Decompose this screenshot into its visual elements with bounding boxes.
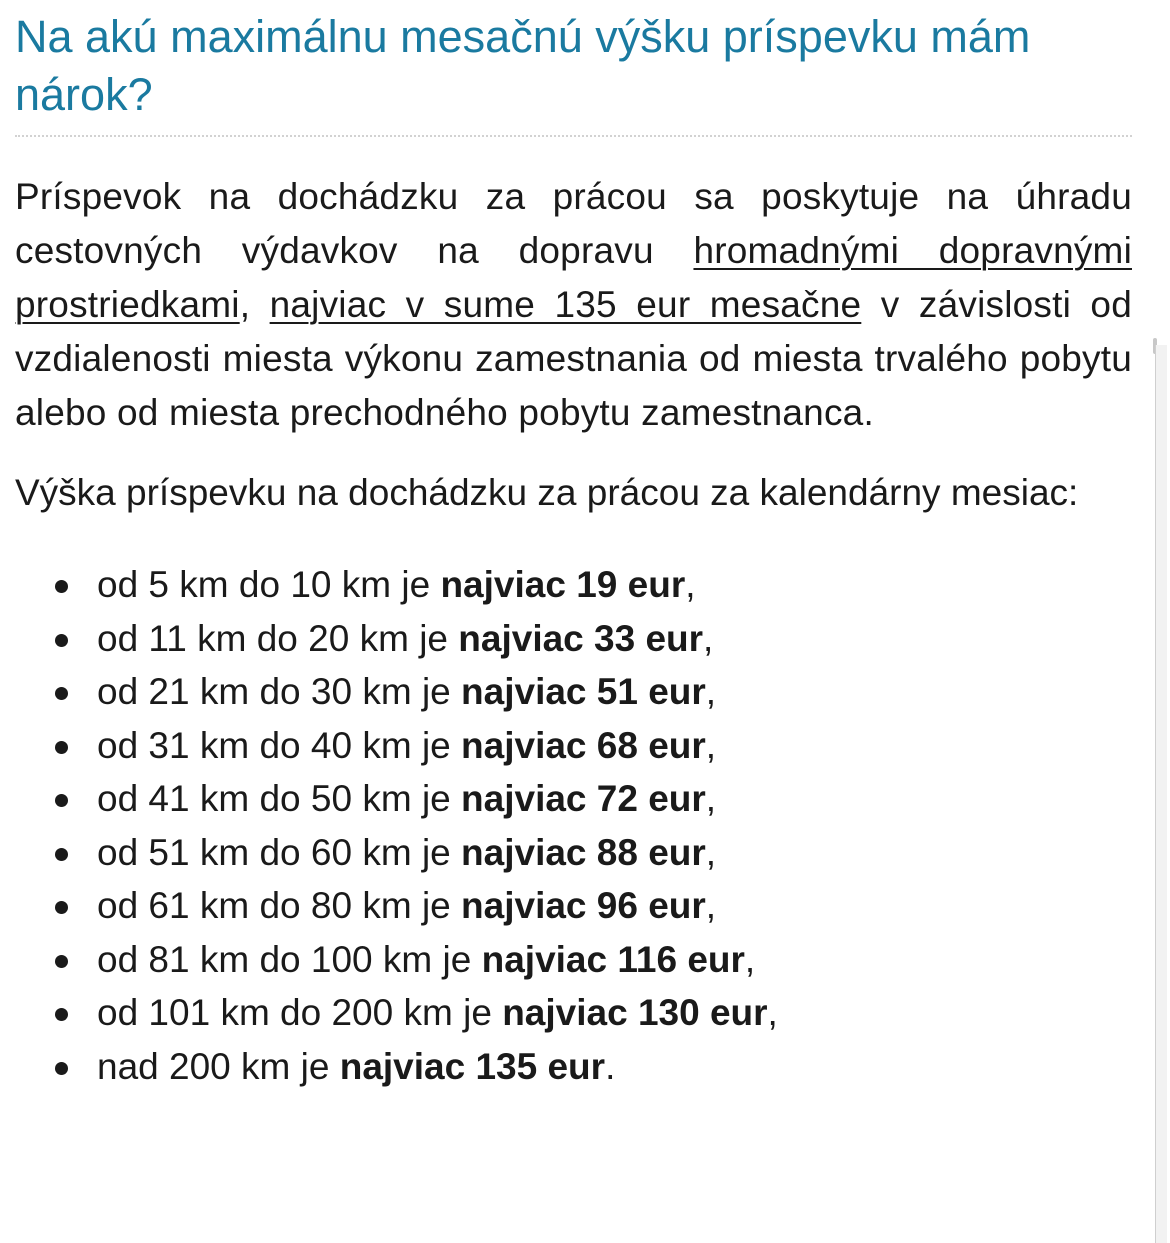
list-item: [15, 986, 1132, 1040]
max-amount: najviac 72 eur: [461, 778, 706, 819]
distance-range: nad 200 km je: [97, 1045, 340, 1087]
distance-range: od 51 km do 60 km je: [97, 831, 462, 873]
list-item: [15, 719, 1132, 773]
item-punctuation: ,: [744, 938, 756, 980]
list-item: [15, 933, 1132, 987]
intro-text-2: ,: [239, 284, 270, 325]
intro-text-1: Príspevok na dochádzku za prácou sa poskytuje na úhradu cestovných výdavkov na dopravu: [15, 176, 1132, 271]
max-amount: najviac 130 eur: [502, 992, 768, 1033]
article-content: [15, 0, 1132, 1093]
bullet-icon: [55, 794, 68, 807]
bullet-icon: [55, 1008, 68, 1021]
item-punctuation: ,: [705, 671, 717, 712]
item-punctuation: .: [605, 1045, 616, 1087]
item-punctuation: ,: [705, 831, 717, 873]
distance-range: od 61 km do 80 km je: [97, 885, 462, 926]
list-item: [15, 879, 1132, 933]
distance-range: od 101 km do 200 km je: [97, 992, 503, 1033]
page-title: Na akú maximálnu mesačnú výšku príspevku mám nárok?: [15, 11, 1031, 120]
distance-range: od 31 km do 40 km je: [97, 724, 462, 766]
distance-range: od 21 km do 30 km je: [97, 671, 462, 712]
list-item: [15, 826, 1132, 880]
item-punctuation: ,: [705, 778, 717, 819]
list-item: [15, 772, 1132, 826]
bullet-icon: [55, 580, 68, 593]
bullet-icon: [55, 901, 68, 914]
max-amount: najviac 96 eur: [461, 885, 706, 926]
list-item: [15, 558, 1132, 612]
max-amount: najviac 135 eur: [339, 1045, 606, 1087]
scrollbar-track[interactable]: [1155, 345, 1167, 1243]
link-max-amount[interactable]: najviac v sume 135 eur mesačne: [269, 284, 862, 325]
amounts-list: [15, 558, 1132, 1093]
distance-range: od 81 km do 100 km je: [97, 938, 482, 980]
bullet-icon: [55, 687, 68, 700]
max-amount: najviac 33 eur: [458, 617, 704, 659]
max-amount: najviac 51 eur: [461, 671, 706, 712]
list-item: [15, 665, 1132, 719]
item-punctuation: ,: [767, 992, 778, 1033]
distance-range: od 11 km do 20 km je: [97, 617, 459, 659]
max-amount: najviac 88 eur: [461, 831, 706, 873]
bullet-icon: [55, 634, 68, 647]
bullet-icon: [55, 955, 68, 968]
distance-range: od 41 km do 50 km je: [97, 778, 462, 819]
item-punctuation: ,: [705, 724, 717, 766]
distance-range: od 5 km do 10 km je: [97, 564, 441, 605]
bullet-icon: [55, 741, 68, 754]
link-public-transport[interactable]: hromadnými dopravnými prostriedkami: [15, 230, 1132, 325]
item-punctuation: ,: [685, 564, 696, 605]
title-divider: [15, 135, 1132, 137]
intro-text-3: v závislosti od vzdialenosti miesta výkonu zamestnania od miesta trvalého pobytu alebo od miesta prechodného pobytu zamestnanca.: [15, 284, 1132, 433]
bullet-icon: [55, 1062, 68, 1075]
list-item: [15, 1040, 1132, 1094]
amounts-subheading: Výška príspevku na dochádzku za prácou za kalendárny mesiac:: [15, 472, 1079, 513]
item-punctuation: ,: [705, 885, 717, 926]
bullet-icon: [55, 848, 68, 861]
list-item: [15, 612, 1132, 666]
max-amount: najviac 68 eur: [461, 724, 706, 766]
max-amount: najviac 116 eur: [481, 938, 745, 980]
max-amount: najviac 19 eur: [440, 564, 686, 605]
item-punctuation: ,: [703, 617, 714, 659]
intro-paragraph: [15, 170, 1132, 440]
